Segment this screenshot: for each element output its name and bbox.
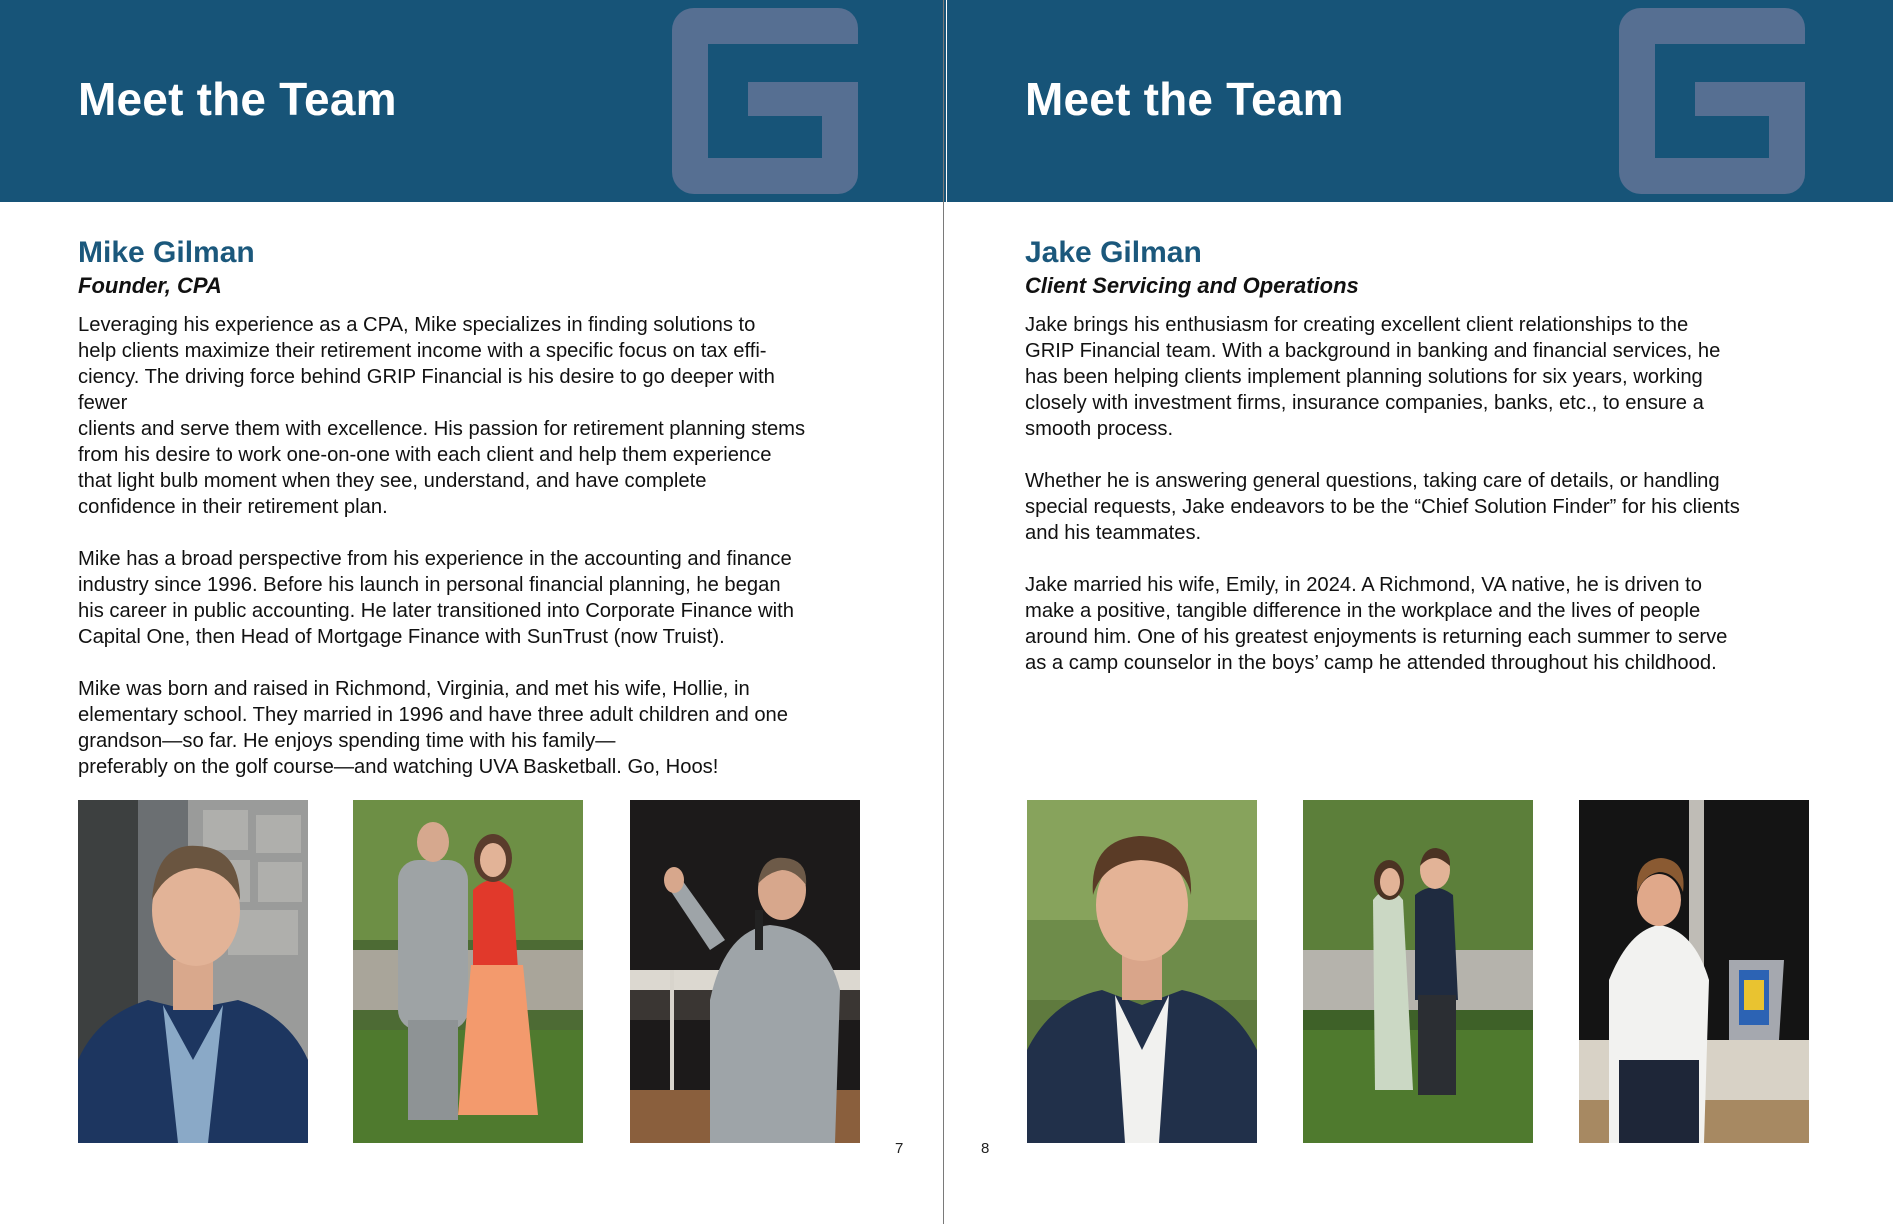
grip-logo-icon <box>672 8 858 194</box>
bio-line: clients and serve them with excellence. His passion for retirement planning stems <box>78 418 806 440</box>
bio-line: Mike has a broad perspective from his experience in the accounting and finance <box>78 548 792 570</box>
grip-logo-icon <box>1619 8 1805 194</box>
page-number: 8 <box>981 1140 990 1157</box>
page-mike-gilman <box>0 0 946 1224</box>
bio-line: smooth process. <box>1025 418 1174 440</box>
bio-line: confidence in their retirement plan. <box>78 496 388 518</box>
bio-line: ciency. The driving force behind GRIP Financial is his desire to go deeper with <box>78 366 775 388</box>
bio-section <box>1025 234 1815 702</box>
bio-line: Capital One, then Head of Mortgage Finance with SunTrust (now Truist). <box>78 626 725 648</box>
bio-line: Jake brings his enthusiasm for creating excellent client relationships to the <box>1025 314 1689 336</box>
bio-paragraph <box>1025 312 1815 442</box>
bio-paragraph <box>1025 468 1815 546</box>
bio-line: grandson—so far. He enjoys spending time with his family— <box>78 730 616 752</box>
bio-line: his career in public accounting. He later transitioned into Corporate Finance with <box>78 600 794 622</box>
mike-speaking-photo <box>630 800 860 1143</box>
bio-line: has been helping clients implement planning solutions for six years, working <box>1025 366 1703 388</box>
bio-paragraph <box>78 676 868 780</box>
mike-headshot-photo <box>78 800 308 1143</box>
mike-and-hollie-photo <box>353 800 583 1143</box>
page-number: 7 <box>895 1140 904 1157</box>
bio-line: closely with investment firms, insurance companies, banks, etc., to ensure a <box>1025 392 1704 414</box>
bio-line: Whether he is answering general questions, taking care of details, or handling <box>1025 470 1720 492</box>
jake-presenting-photo <box>1579 800 1809 1143</box>
page-jake-gilman <box>947 0 1893 1224</box>
bio-line: industry since 1996. Before his launch in personal financial planning, he began <box>78 574 781 596</box>
bio-line: as a camp counselor in the boys’ camp he attended throughout his childhood. <box>1025 652 1717 674</box>
bio-paragraph <box>78 546 868 650</box>
spine-divider <box>943 0 944 1224</box>
bio-line: from his desire to work one-on-one with each client and help them experience <box>78 444 772 466</box>
bio-line: GRIP Financial team. With a background in banking and financial services, he <box>1025 340 1721 362</box>
bio-line: Jake married his wife, Emily, in 2024. A Richmond, VA native, he is driven to <box>1025 574 1702 596</box>
bio-line: help clients maximize their retirement income with a specific focus on tax effi- <box>78 340 767 362</box>
person-name: Mike Gilman <box>78 236 255 269</box>
bio-line: special requests, Jake endeavors to be the “Chief Solution Finder” for his clients <box>1025 496 1740 518</box>
header-title: Meet the Team <box>1025 73 1344 125</box>
bio-paragraph <box>78 312 868 520</box>
page-header <box>0 0 946 202</box>
bio-paragraph <box>1025 572 1815 676</box>
bio-line: Leveraging his experience as a CPA, Mike specializes in finding solutions to <box>78 314 756 336</box>
person-role: Founder, CPA <box>78 273 222 298</box>
bio-line: that light bulb moment when they see, understand, and have complete <box>78 470 707 492</box>
bio-line: around him. One of his greatest enjoyments is returning each summer to serve <box>1025 626 1728 648</box>
bio-line: fewer <box>78 392 128 414</box>
bio-line: elementary school. They married in 1996 and have three adult children and one <box>78 704 789 726</box>
person-role: Client Servicing and Operations <box>1025 273 1359 298</box>
bio-line: preferably on the golf course—and watching UVA Basketball. Go, Hoos! <box>78 756 719 778</box>
bio-line: Mike was born and raised in Richmond, Virginia, and met his wife, Hollie, in <box>78 678 750 700</box>
bio-line: make a positive, tangible difference in the workplace and the lives of people <box>1025 600 1701 622</box>
header-title: Meet the Team <box>78 73 397 125</box>
bio-line: and his teammates. <box>1025 522 1202 544</box>
person-name: Jake Gilman <box>1025 236 1202 269</box>
jake-and-emily-photo <box>1303 800 1533 1143</box>
page-header <box>947 0 1893 202</box>
jake-headshot-photo <box>1027 800 1257 1143</box>
bio-section <box>78 234 868 806</box>
